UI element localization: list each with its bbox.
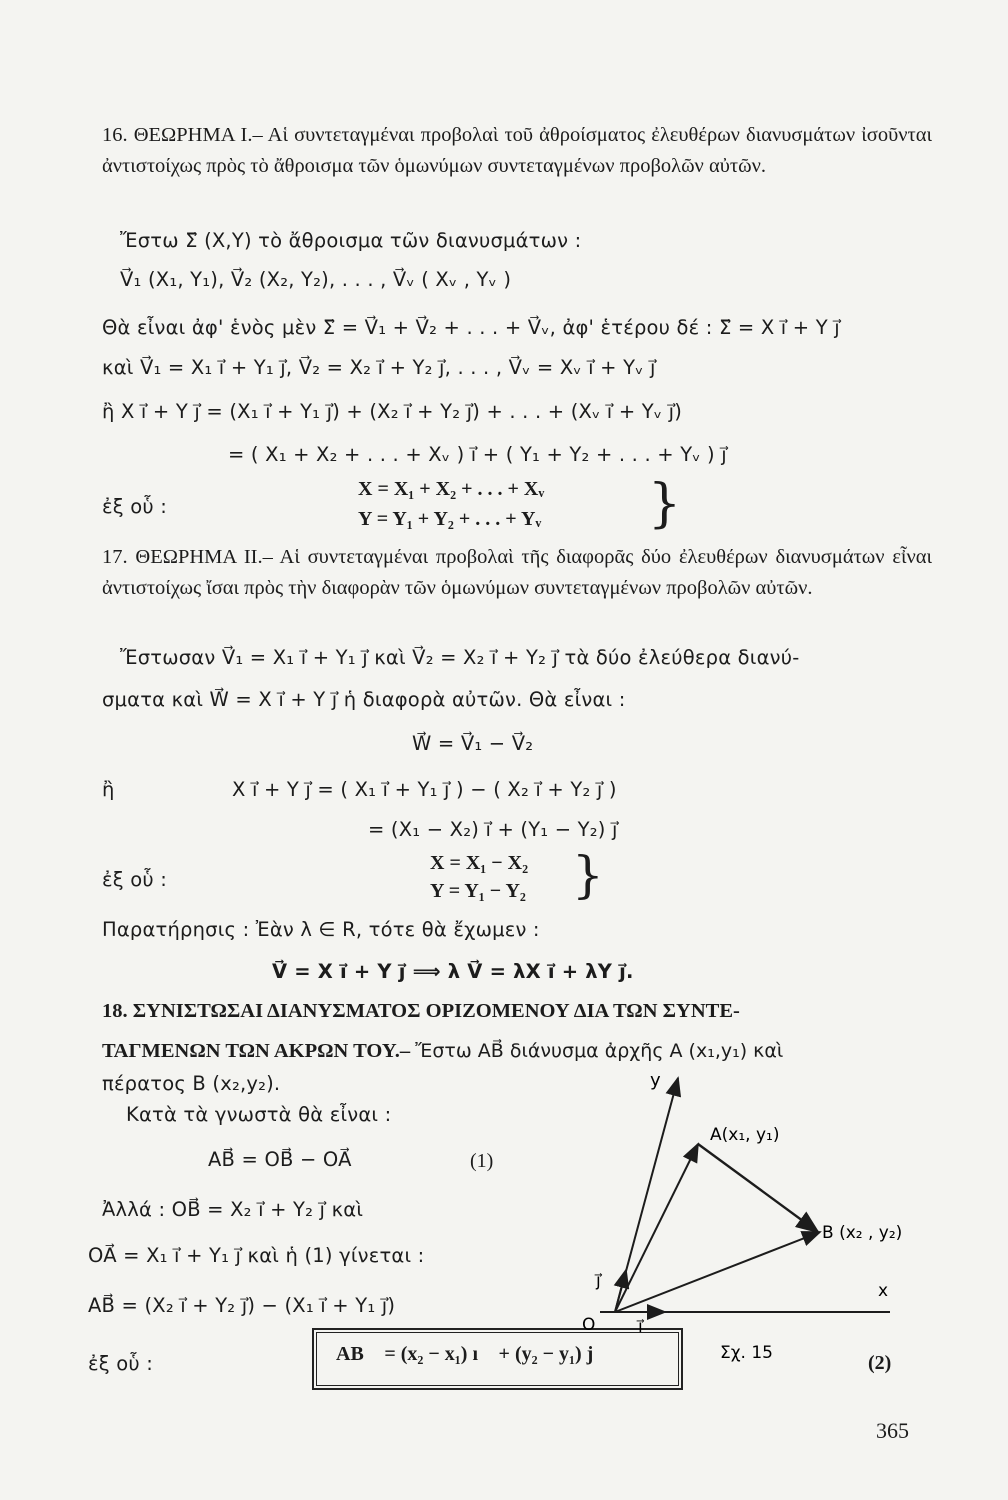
- j-label: j⃗: [596, 1271, 601, 1291]
- i-label: ı⃗: [638, 1317, 643, 1337]
- eq-2-number: (2): [868, 1352, 892, 1374]
- y-label: y: [650, 1070, 661, 1091]
- boxed-formula-text: AB⃗ = (x₂ − x₁) ı⃗ + (y₂ − y₁) j⃗: [336, 1343, 609, 1365]
- sec17-line-3: W⃗ = V⃗₁ − V⃗₂: [412, 732, 534, 755]
- sec16-line-2: V⃗₁ (X₁, Y₁), V⃗₂ (X₂, Y₂), . . . , V⃗ᵥ ( Xᵥ , Yᵥ ): [120, 268, 512, 291]
- sec16-line-4: καὶ V⃗₁ = X₁ ı⃗ + Y₁ j⃗, V⃗₂ = X₂ ı⃗ + Y₂ j⃗, . . . , V⃗ᵥ = Xᵥ ı⃗ + Yᵥ j⃗: [102, 356, 656, 379]
- figure-15: [560, 1060, 930, 1363]
- theorem-16-text: 16. ΘΕΩΡΗΜΑ Ι.– Αἱ συντεταγμέναι προβολαὶ τοῦ ἀθροίσματος ἐλευθέρων διανυσμάτων ἰσοῦνται ἀντιστοίχως πρὸς τὸ ἄθροισμα τῶν ὁμωνύμων συντεταγμένων προβολῶν αὐτῶν.: [102, 124, 932, 177]
- sec17-line-5: = (X₁ − X₂) ı⃗ + (Y₁ − Y₂) j⃗: [368, 818, 618, 841]
- figure-caption: Σχ. 15: [720, 1343, 774, 1363]
- sec16-result-y: Y = Y₁ + Y₂ + . . . + Yᵥ: [358, 508, 542, 530]
- sec18-line-6: AB⃗ = (X₂ ı⃗ + Y₂ j⃗) − (X₁ ı⃗ + Y₁ j⃗): [88, 1294, 396, 1317]
- sec18-heading-a: 18. ΣΥΝΙΣΤΩΣΑΙ ΔΙΑΝΥΣΜΑΤΟΣ ΟΡΙΖΟΜΕΝΟΥ ΔΙΑ ΤΩΝ ΣΥΝΤΕ-: [102, 1000, 740, 1022]
- sec18-line-2: Κατὰ τὰ γνωστὰ θὰ εἶναι :: [126, 1103, 392, 1126]
- sec17-line-4: X ı⃗ + Y j⃗ = ( X₁ ı⃗ + Y₁ j⃗ ) − ( X₂ ı⃗ + Y₂ j⃗ ): [232, 778, 617, 801]
- sec17-result-label: ἐξ οὗ :: [102, 868, 167, 891]
- sec18-line-4: Ἀλλά : OB⃗ = X₂ ı⃗ + Y₂ j⃗ καὶ: [102, 1198, 364, 1221]
- point-a-label: A(x₁, y₁): [710, 1125, 780, 1145]
- remark-equation: V⃗ = X ı⃗ + Y j⃗ ⟹ λ V⃗ = λX ı⃗ + λY j⃗.: [272, 960, 634, 983]
- sec17-line-4-label: ἢ: [102, 778, 115, 801]
- vector-ab: [698, 1144, 818, 1232]
- sec17-result-y: Y = Y₁ − Y₂: [430, 880, 526, 902]
- remark: Παρατήρησις : Ἐὰν λ ∈ R, τότε θὰ ἔχωμεν :: [102, 918, 540, 941]
- x-axis-label: x: [878, 1281, 889, 1301]
- vector-oa: [615, 1144, 698, 1312]
- sec17-result-x: X = X₁ − X₂: [430, 852, 529, 874]
- theorem-17-heading: [102, 542, 932, 604]
- sec16-line-6: = ( X₁ + X₂ + . . . + Xᵥ ) ı⃗ + ( Y₁ + Y₂ + . . . + Yᵥ ) j⃗: [228, 443, 727, 466]
- sec18-line-3: AB⃗ = OB⃗ − OA⃗: [208, 1148, 352, 1171]
- sec16-line-1: Ἔστω Σ⃗ (X,Y) τὸ ἄθροισμα τῶν διανυσμάτων :: [120, 229, 582, 252]
- origin-label: O: [582, 1315, 596, 1335]
- sec16-line-3: Θὰ εἶναι ἀφ' ἑνὸς μὲν Σ⃗ = V⃗₁ + V⃗₂ + . . . + V⃗ᵥ, ἀφ' ἑτέρου δέ : Σ⃗ = X ı⃗ + Y j⃗: [102, 316, 840, 339]
- sec17-line-1: Ἔστωσαν V⃗₁ = X₁ ı⃗ + Y₁ j⃗ καὶ V⃗₂ = X₂ ı⃗ + Y₂ j⃗ τὰ δύο ἐλεύθερα διανύ-: [120, 646, 800, 669]
- sec16-brace: }: [648, 474, 682, 534]
- sec18-eq-1-number: (1): [470, 1150, 494, 1172]
- sec18-heading-b-rest: Ἔστω AB⃗ διάνυσμα ἀρχῆς A (x₁,y₁) καὶ: [415, 1040, 784, 1062]
- vector-ob: [615, 1232, 820, 1312]
- sec18-line-5: OA⃗ = X₁ ı⃗ + Y₁ j⃗ καὶ ἡ (1) γίνεται :: [88, 1244, 425, 1267]
- sec18-heading-b: ΤΑΓΜΕΝΩΝ ΤΩΝ ΑΚΡΩΝ ΤΟΥ.–: [102, 1040, 411, 1062]
- point-b-label: B (x₂ , y₂): [822, 1223, 903, 1243]
- sec18-line-1: πέρατος B (x₂,y₂).: [102, 1072, 281, 1095]
- sec16-line-5: ἢ X ı⃗ + Y j⃗ = (X₁ ı⃗ + Y₁ j⃗) + (X₂ ı⃗ + Y₂ j⃗) + . . . + (Xᵥ ı⃗ + Yᵥ j⃗): [102, 400, 683, 423]
- theorem-17-text: 17. ΘΕΩΡΗΜΑ ΙΙ.– Αἱ συντεταγμέναι προβολαὶ τῆς διαφορᾶς δύο ἐλευθέρων διανυσμάτων εἶναι ἀντιστοίχως ἴσαι πρὸς τὴν διαφορὰν τῶν ὁμωνύμων συντεταγμένων προβολῶν αὐτῶν.: [102, 546, 932, 599]
- theorem-16-heading: [102, 120, 932, 182]
- sec16-result-x: X = X₁ + X₂ + . . . + Xᵥ: [358, 478, 545, 500]
- page-number: 365: [876, 1418, 909, 1443]
- sec17-brace: }: [572, 846, 604, 904]
- sec17-line-2: σματα καὶ W⃗ = X ı⃗ + Y j⃗ ἡ διαφορὰ αὐτῶν. Θὰ εἶναι :: [102, 688, 626, 711]
- sec18-result-label: ἐξ οὗ :: [88, 1352, 153, 1375]
- sec16-result-label: ἐξ οὗ :: [102, 495, 167, 518]
